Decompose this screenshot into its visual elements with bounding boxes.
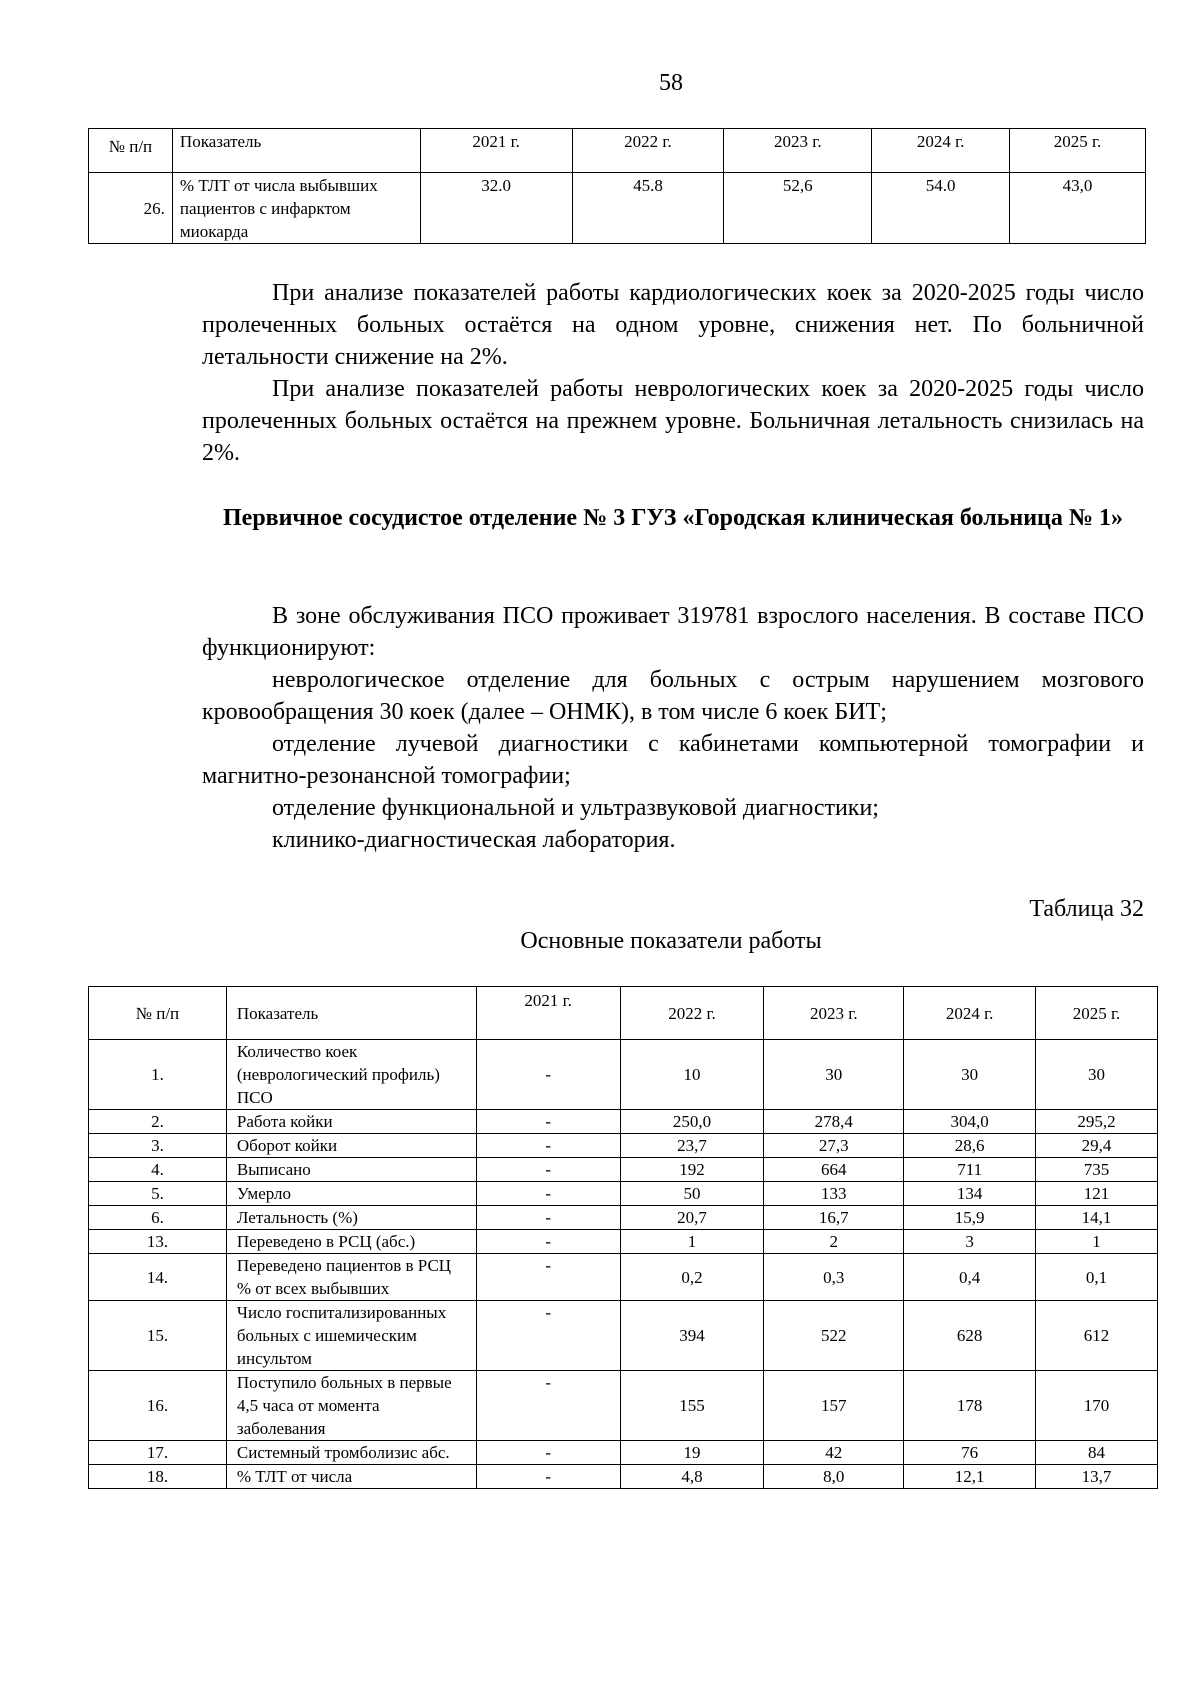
value-2023: 8,0 [764, 1465, 904, 1489]
value-2023: 2 [764, 1230, 904, 1254]
row-number: 13. [89, 1230, 227, 1254]
table-row [89, 1371, 1158, 1441]
value-2022: 0,2 [620, 1254, 764, 1301]
header-cell-indicator: Показатель [172, 129, 420, 173]
section-heading: Первичное сосудистое отделение № 3 ГУЗ «Городская клиническая больница № 1» [223, 505, 1123, 531]
header-cell-2025: 2025 г. [1036, 987, 1158, 1040]
table-row [89, 1441, 1158, 1465]
row-indicator: Переведено пациентов в РСЦ % от всех выбывших [226, 1254, 476, 1301]
row-indicator: Оборот койки [226, 1134, 476, 1158]
table-header-row [89, 129, 1146, 173]
value-2022: 155 [620, 1371, 764, 1441]
value-2025: 14,1 [1036, 1206, 1158, 1230]
header-cell-number: № п/п [89, 129, 173, 173]
main-indicators-table [88, 986, 1158, 1489]
value-2025: 30 [1036, 1040, 1158, 1110]
analysis-text [202, 277, 1144, 469]
row-number: 14. [89, 1254, 227, 1301]
value-2022: 250,0 [620, 1110, 764, 1134]
paragraph-neurology: При анализе показателей работы неврологических коек за 2020-2025 годы число пролеченных больных остаётся на прежнем уровне. Больничная летальность снизилась на 2%. [202, 376, 1144, 466]
header-cell-number: № п/п [89, 987, 227, 1040]
value-2024: 711 [904, 1158, 1036, 1182]
header-cell-2024: 2024 г. [872, 129, 1010, 173]
value-2023: 133 [764, 1182, 904, 1206]
value-2022: 4,8 [620, 1465, 764, 1489]
row-number: 15. [89, 1301, 227, 1371]
row-indicator: Работа койки [226, 1110, 476, 1134]
header-cell-2023: 2023 г. [724, 129, 872, 173]
value-2023: 664 [764, 1158, 904, 1182]
value-2023: 157 [764, 1371, 904, 1441]
value-2022: 1 [620, 1230, 764, 1254]
paragraph-population: В зоне обслуживания ПСО проживает 319781 взрослого населения. В составе ПСО функционируют: [202, 603, 1144, 661]
value-2023: 27,3 [764, 1134, 904, 1158]
table-row [89, 1040, 1158, 1110]
row-indicator: Поступило больных в первые 4,5 часа от момента заболевания [226, 1371, 476, 1441]
row-indicator: Летальность (%) [226, 1206, 476, 1230]
table-title: Основные показатели работы [520, 928, 822, 954]
row-number: 6. [89, 1206, 227, 1230]
value-2021: - [476, 1182, 620, 1206]
table-label: Таблица 32 [1029, 896, 1144, 922]
header-cell-2025: 2025 г. [1010, 129, 1146, 173]
paragraph-cardiology: При анализе показателей работы кардиологических коек за 2020-2025 годы число пролеченных больных остаётся на одном уровне, снижения нет. По больничной летальности снижение на 2%. [202, 280, 1144, 370]
value-2023: 42 [764, 1441, 904, 1465]
row-indicator: % ТЛТ от числа выбывших пациентов с инфарктом миокарда [172, 173, 420, 244]
table-row [89, 173, 1146, 244]
value-2024: 3 [904, 1230, 1036, 1254]
header-cell-2021: 2021 г. [476, 987, 620, 1040]
value-2022: 19 [620, 1441, 764, 1465]
row-number: 1. [89, 1040, 227, 1110]
value-2022: 50 [620, 1182, 764, 1206]
row-indicator: Системный тромболизис абс. [226, 1441, 476, 1465]
value-2024: 15,9 [904, 1206, 1036, 1230]
value-2022: 394 [620, 1301, 764, 1371]
row-indicator: Число госпитализированных больных с ишемическим инсультом [226, 1301, 476, 1371]
header-cell-2021: 2021 г. [420, 129, 572, 173]
value-2025: 1 [1036, 1230, 1158, 1254]
table-row [89, 1301, 1158, 1371]
list-item: неврологическое отделение для больных с острым нарушением мозгового кровообращения 30 коек (далее – ОНМК), в том числе 6 коек БИТ; [202, 667, 1144, 725]
value-2021: - [476, 1110, 620, 1134]
table-row [89, 1182, 1158, 1206]
row-indicator: Выписано [226, 1158, 476, 1182]
value-2021: - [476, 1158, 620, 1182]
row-number: 26. [89, 173, 173, 244]
value-2021: - [476, 1230, 620, 1254]
value-2025: 121 [1036, 1182, 1158, 1206]
row-number: 2. [89, 1110, 227, 1134]
value-2021: - [476, 1371, 620, 1441]
table-row [89, 1110, 1158, 1134]
header-cell-2024: 2024 г. [904, 987, 1036, 1040]
list-item: отделение функциональной и ультразвуковой диагностики; [272, 795, 879, 821]
value-2024: 304,0 [904, 1110, 1036, 1134]
value-2021: - [476, 1040, 620, 1110]
header-cell-2023: 2023 г. [764, 987, 904, 1040]
row-indicator: Умерло [226, 1182, 476, 1206]
value-2025: 612 [1036, 1301, 1158, 1371]
table-row [89, 1134, 1158, 1158]
table-header-row [89, 987, 1158, 1040]
value-2024: 76 [904, 1441, 1036, 1465]
value-2023: 522 [764, 1301, 904, 1371]
value-2021: - [476, 1441, 620, 1465]
value-2024: 134 [904, 1182, 1036, 1206]
value-2023: 30 [764, 1040, 904, 1110]
table-row [89, 1465, 1158, 1489]
header-cell-2022: 2022 г. [572, 129, 724, 173]
row-number: 17. [89, 1441, 227, 1465]
value-2022: 45.8 [572, 173, 724, 244]
value-2024: 0,4 [904, 1254, 1036, 1301]
value-2021: - [476, 1465, 620, 1489]
table-row [89, 1230, 1158, 1254]
value-2025: 295,2 [1036, 1110, 1158, 1134]
value-2024: 54.0 [872, 173, 1010, 244]
value-2022: 20,7 [620, 1206, 764, 1230]
value-2025: 84 [1036, 1441, 1158, 1465]
value-2024: 28,6 [904, 1134, 1036, 1158]
row-indicator: % ТЛТ от числа [226, 1465, 476, 1489]
row-indicator: Переведено в РСЦ (абс.) [226, 1230, 476, 1254]
row-number: 18. [89, 1465, 227, 1489]
table-row [89, 1254, 1158, 1301]
list-item: отделение лучевой диагностики с кабинетами компьютерной томографии и магнитно-резонансной томографии; [202, 731, 1144, 789]
value-2022: 23,7 [620, 1134, 764, 1158]
table-row [89, 1206, 1158, 1230]
value-2022: 192 [620, 1158, 764, 1182]
value-2024: 30 [904, 1040, 1036, 1110]
value-2023: 278,4 [764, 1110, 904, 1134]
value-2024: 628 [904, 1301, 1036, 1371]
value-2022: 10 [620, 1040, 764, 1110]
row-number: 5. [89, 1182, 227, 1206]
value-2023: 0,3 [764, 1254, 904, 1301]
row-number: 4. [89, 1158, 227, 1182]
table-row [89, 1158, 1158, 1182]
indicators-table-continuation [88, 128, 1146, 244]
value-2021: 32.0 [420, 173, 572, 244]
value-2021: - [476, 1206, 620, 1230]
value-2025: 0,1 [1036, 1254, 1158, 1301]
pso-description [202, 600, 1144, 856]
header-cell-indicator: Показатель [226, 987, 476, 1040]
value-2025: 13,7 [1036, 1465, 1158, 1489]
value-2025: 43,0 [1010, 173, 1146, 244]
value-2023: 16,7 [764, 1206, 904, 1230]
row-number: 16. [89, 1371, 227, 1441]
value-2021: - [476, 1134, 620, 1158]
value-2025: 170 [1036, 1371, 1158, 1441]
value-2021: - [476, 1301, 620, 1371]
value-2025: 735 [1036, 1158, 1158, 1182]
value-2025: 29,4 [1036, 1134, 1158, 1158]
value-2023: 52,6 [724, 173, 872, 244]
row-indicator: Количество коек (неврологический профиль) ПСО [226, 1040, 476, 1110]
value-2021: - [476, 1254, 620, 1301]
page-number: 58 [659, 70, 683, 96]
row-number: 3. [89, 1134, 227, 1158]
value-2024: 178 [904, 1371, 1036, 1441]
list-item: клинико-диагностическая лаборатория. [272, 827, 676, 853]
header-cell-2022: 2022 г. [620, 987, 764, 1040]
value-2024: 12,1 [904, 1465, 1036, 1489]
